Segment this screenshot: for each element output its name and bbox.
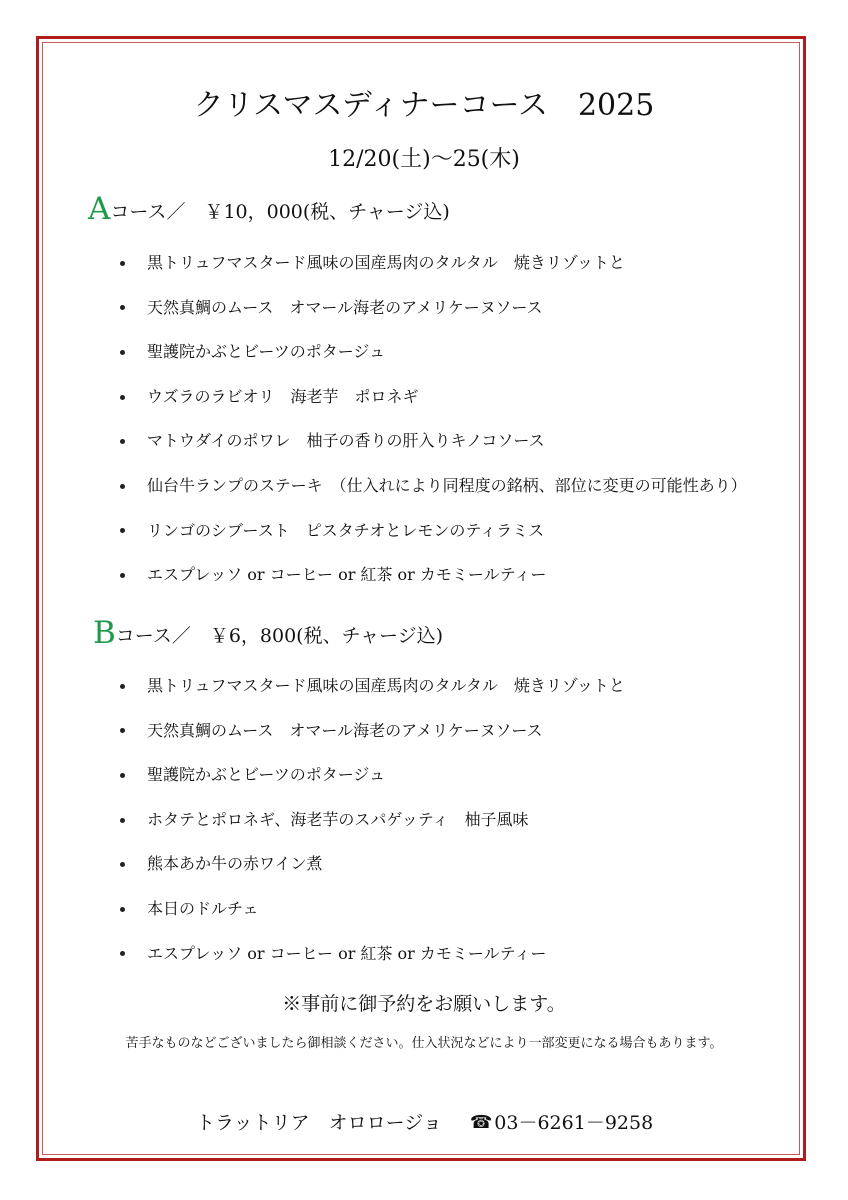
list-item <box>118 553 747 598</box>
bullet-icon <box>120 573 125 578</box>
dish-name: 黒トリュフマスタード風味の国産馬肉のタルタル 焼きリゾットと <box>147 676 625 695</box>
list-item <box>118 419 747 464</box>
bullet-icon <box>120 439 125 444</box>
phone-contact <box>470 1104 653 1142</box>
dish-name: 聖護院かぶとビーツのポタージュ <box>147 765 386 785</box>
list-item <box>118 286 747 331</box>
bullet-icon <box>120 261 125 266</box>
course-b-label: コース／ ￥6，800(税、チャージ込) <box>115 625 444 647</box>
list-item <box>118 464 747 509</box>
dish-name: 聖護院かぶとビーツのポタージュ <box>147 342 386 362</box>
bullet-icon <box>120 684 125 689</box>
course-a-letter: A <box>88 191 111 227</box>
bullet-icon <box>120 773 125 778</box>
list-item <box>118 887 625 932</box>
dish-name: 熊本あか牛の赤ワイン煮 <box>147 854 323 874</box>
restaurant-name: トラットリア オロロージョ <box>196 1112 442 1134</box>
bullet-icon <box>120 951 125 956</box>
bullet-icon <box>120 728 125 733</box>
footer-contact <box>196 1104 653 1142</box>
list-item <box>118 932 625 977</box>
course-b-items <box>118 664 625 976</box>
list-item <box>118 375 747 420</box>
bullet-icon <box>120 528 125 533</box>
event-dates: 12/20(土)～25(木) <box>328 147 520 172</box>
dish-name: ウズラのラビオリ 海老芋 ポロネギ <box>147 386 419 406</box>
dish-name: 仙台牛ランプのステーキ （仕入れにより同程度の銘柄、部位に変更の可能性あり） <box>147 475 747 495</box>
bullet-icon <box>120 862 125 867</box>
bullet-icon <box>120 818 125 823</box>
course-a-items <box>118 241 747 598</box>
dish-name: リンゴのシブースト ピスタチオとレモンのティラミス <box>147 520 545 540</box>
phone-number: 03－6261－9258 <box>494 1112 654 1134</box>
dish-name: 黒トリュフマスタード風味の国産馬肉のタルタル 焼きリゾットと <box>147 253 625 272</box>
dish-name: 天然真鯛のムース オマール海老のアメリケーヌソース <box>147 297 543 317</box>
menu-title: クリスマスディナーコース 2025 <box>193 88 655 123</box>
bullet-icon <box>120 305 125 310</box>
course-a-heading <box>88 188 450 230</box>
bullet-icon <box>120 907 125 912</box>
list-item <box>118 798 625 843</box>
list-item <box>118 241 747 286</box>
bullet-icon <box>120 350 125 355</box>
dish-name: エスプレッソ or コーヒー or 紅茶 or カモミールティー <box>147 943 547 963</box>
dish-name: マトウダイのポワレ 柚子の香りの肝入りキノコソース <box>147 431 545 451</box>
course-b-heading <box>93 612 443 654</box>
dish-name: ホタテとポロネギ、海老芋のスパゲッティ 柚子風味 <box>147 809 529 829</box>
list-item <box>118 842 625 887</box>
list-item <box>118 330 747 375</box>
bullet-icon <box>120 395 125 400</box>
telephone-icon: ☎ <box>469 1112 493 1133</box>
list-item <box>118 664 625 709</box>
list-item <box>118 509 747 554</box>
list-item <box>118 709 625 754</box>
reservation-note: ※事前に御予約をお願いします。 <box>282 993 566 1015</box>
dish-name: 天然真鯛のムース オマール海老のアメリケーヌソース <box>147 720 543 740</box>
dish-name: 本日のドルチェ <box>147 898 259 918</box>
course-a-label: コース／ ￥10，000(税、チャージ込) <box>110 201 450 223</box>
dish-name: エスプレッソ or コーヒー or 紅茶 or カモミールティー <box>147 565 547 585</box>
list-item <box>118 753 625 798</box>
course-b-letter: B <box>93 615 116 651</box>
bullet-icon <box>120 484 125 489</box>
allergy-note: 苦手なものなどございましたら御相談ください。仕入状況などにより一部変更になる場合もあります。 <box>125 1036 723 1051</box>
